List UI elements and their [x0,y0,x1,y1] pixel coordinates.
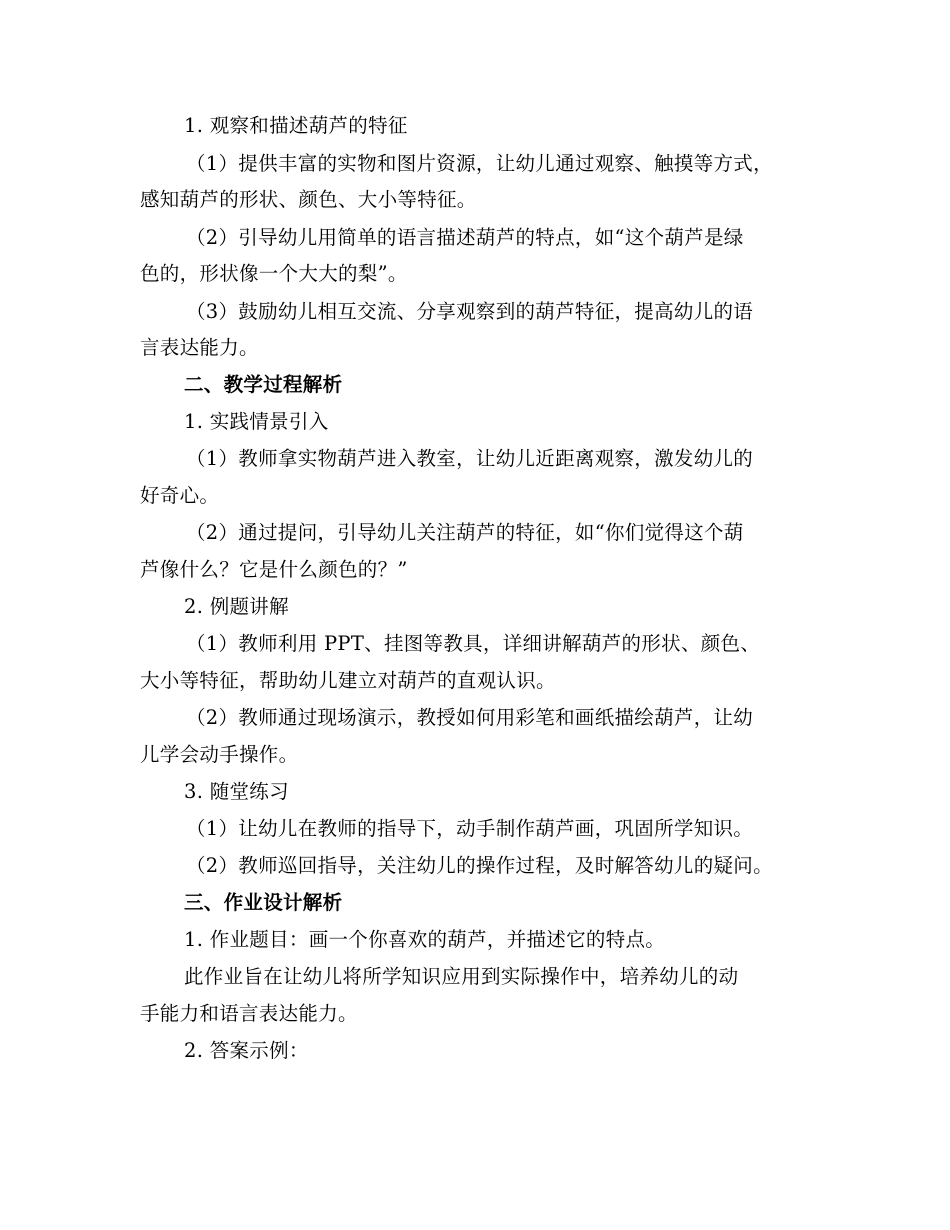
paragraph-line: （1）提供丰富的实物和图片资源，让幼儿通过观察、触摸等方式， [186,152,773,175]
paragraph-line: （1）让幼儿在教师的指导下，动手制作葫芦画，巩固所学知识。 [186,817,754,840]
subsection-heading: 1. 实践情景引入 [184,410,329,433]
paragraph-line: （2）教师巡回指导，关注幼儿的操作过程，及时解答幼儿的疑问。 [186,854,773,877]
paragraph-line: 色的，形状像一个大大的梨”。 [140,262,408,285]
paragraph-line: 芦像什么？它是什么颜色的？” [140,558,408,581]
subsection-heading: 2. 答案示例： [184,1039,309,1062]
subsection-heading: 1. 观察和描述葫芦的特征 [184,114,408,137]
paragraph-line: 言表达能力。 [140,336,259,359]
paragraph-line: （2）教师通过现场演示，教授如何用彩笔和画纸描绘葫芦，让幼 [186,706,754,729]
section-heading: 三、作业设计解析 [184,891,343,914]
paragraph-line: 好奇心。 [140,484,220,507]
paragraph-line: 大小等特征，帮助幼儿建立对葫芦的直观认识。 [140,669,556,692]
paragraph-line: （1）教师拿实物葫芦进入教室，让幼儿近距离观察，激发幼儿的 [186,447,754,470]
subsection-heading: 2. 例题讲解 [184,595,289,618]
paragraph-line: 儿学会动手操作。 [140,743,299,766]
paragraph-line: 感知葫芦的形状、颜色、大小等特征。 [140,188,477,211]
paragraph-line: （1）教师利用 PPT、挂图等教具，详细讲解葫芦的形状、颜色、 [186,632,761,655]
paragraph-line: （3）鼓励幼儿相互交流、分享观察到的葫芦特征，提高幼儿的语 [186,300,754,323]
paragraph-line: 此作业旨在让幼儿将所学知识应用到实际操作中，培养幼儿的动 [184,965,739,988]
paragraph-line: （2）引导幼儿用简单的语言描述葫芦的特点，如“这个葫芦是绿 [186,226,744,249]
subsection-heading: 3. 随堂练习 [184,780,289,803]
paragraph-line: 手能力和语言表达能力。 [140,1002,358,1025]
subsection-heading: 1. 作业题目：画一个你喜欢的葫芦，并描述它的特点。 [184,928,666,951]
paragraph-line: （2）通过提问，引导幼儿关注葫芦的特征，如“你们觉得这个葫 [186,521,744,544]
section-heading: 二、教学过程解析 [184,373,343,396]
